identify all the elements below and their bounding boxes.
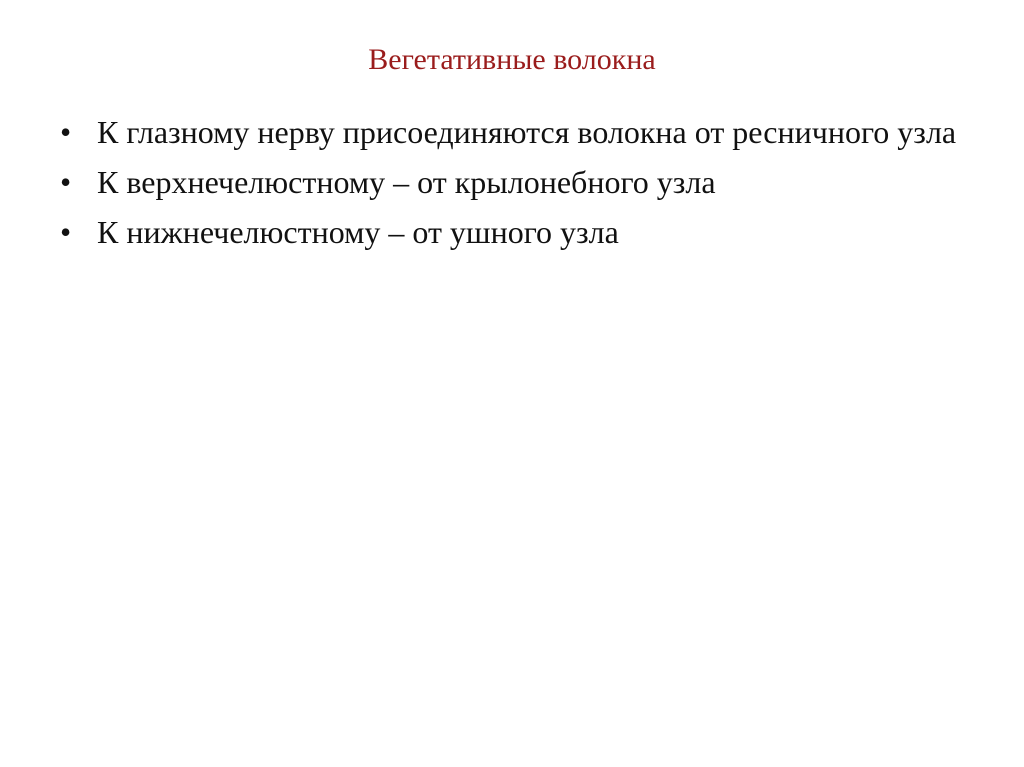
slide-title: Вегетативные волокна — [368, 43, 656, 76]
bullet-text: К глазному нерву присоединяются волокна от ресничного узла — [97, 114, 957, 150]
bullet-dot-icon: • — [60, 164, 72, 200]
bullet-item-3 — [60, 210, 980, 254]
bullet-text: К верхнечелюстному – от крылонебного узла — [97, 164, 716, 200]
bullet-item-2 — [60, 160, 980, 204]
bullet-dot-icon: • — [60, 214, 72, 250]
bullet-text: К нижнечелюстному – от ушного узла — [97, 214, 619, 250]
bullet-item-1 — [60, 110, 980, 154]
bullet-dot-icon: • — [60, 114, 72, 150]
bullet-list — [60, 110, 980, 260]
